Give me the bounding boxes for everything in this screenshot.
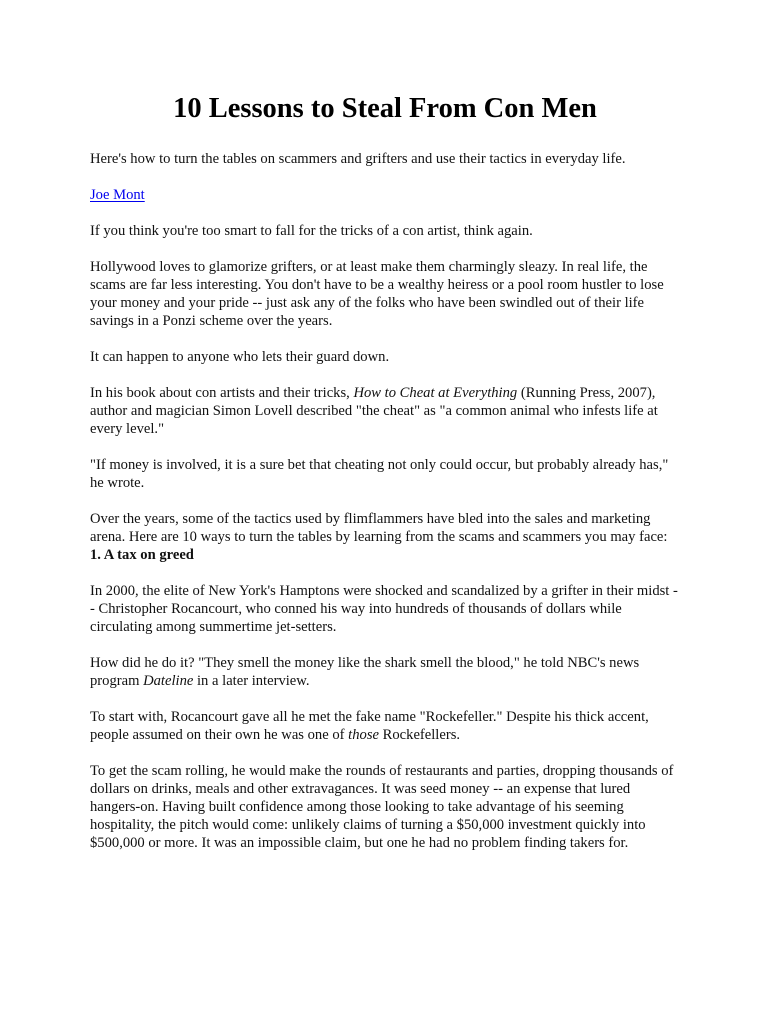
paragraph-shark	[90, 654, 680, 690]
paragraph-rockefeller-text-2: Rockefellers.	[378, 727, 461, 743]
paragraph-intro: If you think you're too smart to fall for the tricks of a con artist, think again.	[90, 223, 533, 239]
author-link[interactable]: Joe Mont	[90, 187, 145, 203]
paragraph-shark-text-1: How did he do it? "They smell the money like the shark smell the blood," he told NBC's news program	[90, 655, 640, 689]
paragraph-scam-rolling: To get the scam rolling, he would make the rounds of restaurants and parties, dropping thousands of dollars on drinks, meals and other extravagances. It was seed money -- an expense that lured hangers-on. Having built confidence among those looking to take advantage of his seeming hospitality, the pitch would come: unlikely claims of turning a $50,000 investment quickly into $500,000 or more. It was an impossible claim, but one he had no problem finding takers for.	[90, 763, 674, 851]
paragraph-hollywood: Hollywood loves to glamorize grifters, or at least make them charmingly sleazy. In real life, the scams are far less interesting. You don't have to be a wealthy heiress or a pool room hustler to lose your money and your pride -- just ask any of the folks who have been swindled out of their life savings in a Ponzi scheme over the years.	[90, 259, 664, 329]
show-title: Dateline	[143, 673, 194, 689]
article-subtitle: Here's how to turn the tables on scammers and grifters and use their tactics in everyday life.	[90, 151, 626, 167]
paragraph-book-text-2: (Running Press, 2007), author and magician Simon Lovell described "the cheat" as "a common animal who infests life at every level."	[90, 385, 658, 437]
section-heading-1: 1. A tax on greed	[90, 547, 194, 563]
paragraph-rockefeller	[90, 708, 680, 744]
paragraph-quote: "If money is involved, it is a sure bet that cheating not only could occur, but probably already has," he wrote.	[90, 457, 669, 491]
article	[90, 92, 680, 870]
paragraph-rockefeller-text-1: To start with, Rocancourt gave all he met the fake name "Rockefeller." Despite his thick accent, people assumed on their own he was one of	[90, 709, 649, 743]
paragraph-guard-down: It can happen to anyone who lets their guard down.	[90, 349, 390, 365]
book-title: How to Cheat at Everything	[353, 385, 518, 401]
author-byline	[90, 186, 680, 204]
paragraph-book-text-1: In his book about con artists and their tricks,	[90, 385, 354, 401]
paragraph-shark-text-2: in a later interview.	[193, 673, 310, 689]
emphasis-those: those	[348, 727, 379, 743]
paragraph-tactics: Over the years, some of the tactics used by flimflammers have bled into the sales and marketing arena. Here are 10 ways to turn the tables by learning from the scams and scammers you may face:	[90, 511, 668, 545]
paragraph-hamptons: In 2000, the elite of New York's Hamptons were shocked and scandalized by a grifter in their midst -- Christopher Rocancourt, who conned his way into hundreds of thousands of dollars while circulating among summertime jet-setters.	[90, 583, 678, 635]
article-title: 10 Lessons to Steal From Con Men	[173, 93, 597, 124]
paragraph-book	[90, 384, 680, 438]
